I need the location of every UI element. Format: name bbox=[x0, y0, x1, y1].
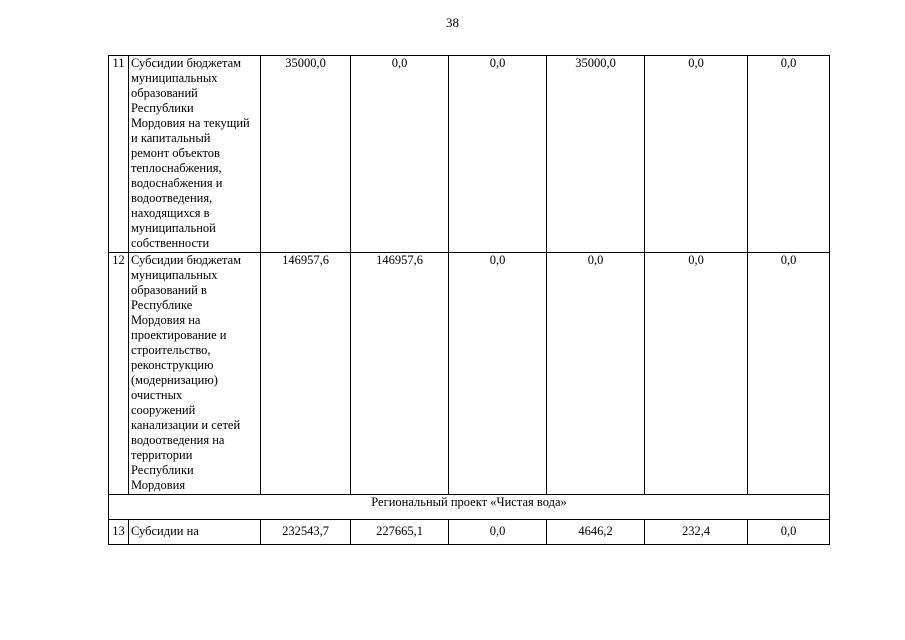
value-cell: 0,0 bbox=[449, 520, 547, 545]
table-row bbox=[109, 520, 830, 545]
value-cell: 0,0 bbox=[547, 253, 645, 495]
description-line: очистных bbox=[131, 388, 183, 402]
row-index: 12 bbox=[109, 253, 129, 495]
value-cell: 227665,1 bbox=[351, 520, 449, 545]
description-line: Республики bbox=[131, 463, 194, 477]
description-line: Мордовия на текущий bbox=[131, 116, 250, 130]
section-title: Региональный проект «Чистая вода» bbox=[109, 495, 830, 520]
value-cell: 0,0 bbox=[748, 520, 830, 545]
description-line: Республики bbox=[131, 101, 194, 115]
value-cell: 0,0 bbox=[351, 56, 449, 253]
value-cell: 0,0 bbox=[449, 56, 547, 253]
description-line: водоснабжения и bbox=[131, 176, 223, 190]
description-line: находящихся в bbox=[131, 206, 210, 220]
value-cell: 0,0 bbox=[449, 253, 547, 495]
description-line: проектирование и bbox=[131, 328, 227, 342]
section-row bbox=[109, 495, 830, 520]
value-cell: 146957,6 bbox=[261, 253, 351, 495]
value-cell: 0,0 bbox=[748, 253, 830, 495]
page-number: 38 bbox=[446, 15, 459, 30]
description-line: строительство, bbox=[131, 343, 211, 357]
budget-table bbox=[108, 55, 830, 545]
description-line: образований bbox=[131, 86, 198, 100]
value-cell: 35000,0 bbox=[547, 56, 645, 253]
row-description bbox=[129, 520, 261, 545]
value-cell: 232,4 bbox=[645, 520, 748, 545]
description-line: Субсидии бюджетам bbox=[131, 253, 242, 267]
description-line: водоотведения на bbox=[131, 433, 225, 447]
description-line: муниципальных bbox=[131, 268, 218, 282]
description-line: реконструкцию bbox=[131, 358, 214, 372]
value-cell: 0,0 bbox=[748, 56, 830, 253]
description-line: Субсидии на bbox=[131, 524, 199, 538]
description-line: теплоснабжения, bbox=[131, 161, 222, 175]
value-cell: 35000,0 bbox=[261, 56, 351, 253]
description-line: муниципальных bbox=[131, 71, 218, 85]
table-row bbox=[109, 253, 830, 495]
row-index: 11 bbox=[109, 56, 129, 253]
description-line: канализации и сетей bbox=[131, 418, 241, 432]
description-line: муниципальной bbox=[131, 221, 216, 235]
value-cell: 146957,6 bbox=[351, 253, 449, 495]
description-line: образований в bbox=[131, 283, 207, 297]
row-description bbox=[129, 253, 261, 495]
description-line: сооружений bbox=[131, 403, 196, 417]
description-line: ремонт объектов bbox=[131, 146, 220, 160]
value-cell: 4646,2 bbox=[547, 520, 645, 545]
value-cell: 0,0 bbox=[645, 56, 748, 253]
description-line: (модернизацию) bbox=[131, 373, 218, 387]
description-line: и капитальный bbox=[131, 131, 211, 145]
value-cell: 0,0 bbox=[645, 253, 748, 495]
description-line: водоотведения, bbox=[131, 191, 213, 205]
row-index: 13 bbox=[109, 520, 129, 545]
description-line: Субсидии бюджетам bbox=[131, 56, 242, 70]
description-line: Мордовия на bbox=[131, 313, 201, 327]
description-line: Республике bbox=[131, 298, 193, 312]
row-description bbox=[129, 56, 261, 253]
description-line: Мордовия bbox=[131, 478, 186, 492]
table-row bbox=[109, 56, 830, 253]
value-cell: 232543,7 bbox=[261, 520, 351, 545]
description-line: собственности bbox=[131, 236, 210, 250]
description-line: территории bbox=[131, 448, 193, 462]
